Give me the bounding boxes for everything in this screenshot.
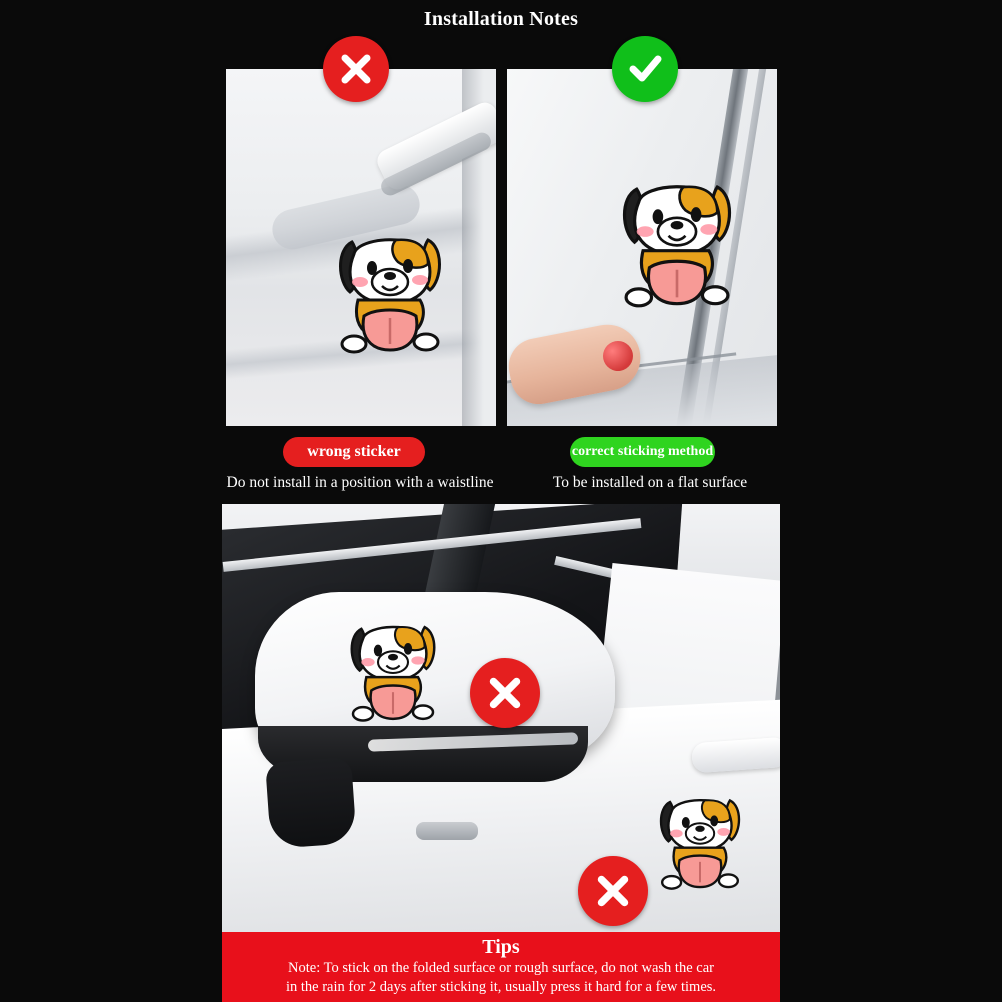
cross-icon	[578, 856, 648, 926]
mirror-stalk	[265, 757, 357, 849]
example-image-wrong	[226, 69, 496, 426]
tips-title: Tips	[482, 936, 520, 958]
cross-icon	[323, 36, 389, 102]
cross-icon	[470, 658, 540, 728]
example-image-correct	[507, 69, 777, 426]
label-correct-method: correct sticking method	[570, 437, 715, 467]
caption-wrong: Do not install in a position with a waistline	[226, 474, 494, 491]
dog-sticker-on-mirror	[338, 612, 448, 724]
rear-door-handle	[691, 737, 780, 774]
tips-bar	[222, 932, 780, 1002]
tips-line-2: in the rain for 2 days after sticking it, usually press it hard for a few times.	[285, 979, 717, 995]
dog-sticker	[607, 169, 747, 309]
check-icon	[612, 36, 678, 102]
dog-sticker	[324, 224, 456, 354]
dog-sticker-on-door-gap	[648, 786, 752, 892]
page-title: Installation Notes	[423, 8, 579, 30]
tips-line-1: Note: To stick on the folded surface or rough surface, do not wash the car	[288, 960, 714, 976]
label-wrong-sticker: wrong sticker	[283, 437, 425, 467]
mirror-base	[416, 822, 478, 840]
caption-correct: To be installed on a flat surface	[552, 474, 748, 491]
